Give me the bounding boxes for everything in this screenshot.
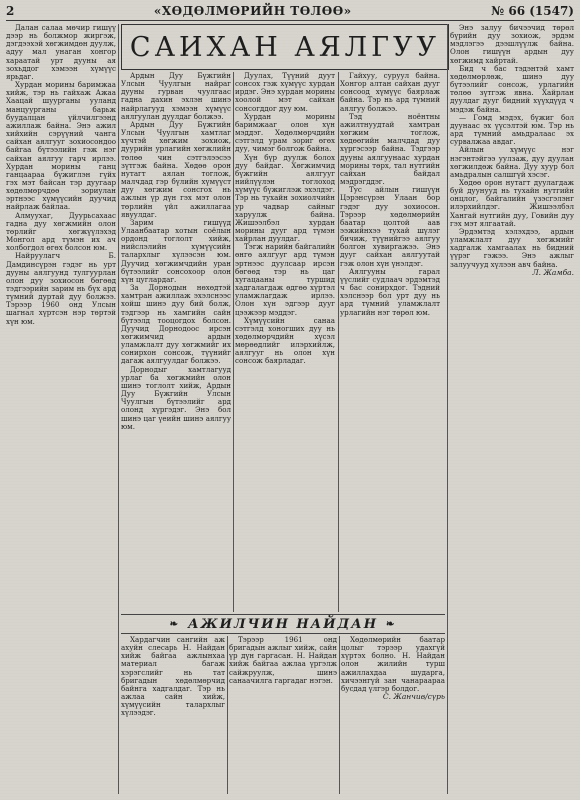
paragraph: Тэрээр 1961 онд бригадын ажлыг хийж, сайн үр дүн гаргасан. Н. Найдан хийж байгаа ажлаа үргэлж сайжруулж, шинэ санаачилга гаргадаг нэгэн. <box>229 636 337 685</box>
column-2 <box>121 72 231 612</box>
bottom-heading-text: АЖИЛЧИН НАЙДАН <box>188 616 378 632</box>
paragraph: Тэд ноёнтны ажилтнуудтай хамтран хөгжим тоглож, хөдөөгийн малчдад дуу хүргэсээр байна. Тэдгээр дууны аялгуунаас хурдан морины төрх, тал нутгийн сайхан байдал мэдрэгддэг. <box>340 111 440 187</box>
paragraph: Хурдан морины баримжааг олон хүн мэддэг. Хөдөлмөрчдийн сэтгэлд урам зориг өгөх дуу, чимэг болгож байна. <box>235 111 335 154</box>
paragraph: Зарим гишүүд Улаанбаатар хотын соёлын ордонд тоглолт хийж, нийслэлийн хүмүүсийн талархлыг хүлээсэн юм. Дуучид хөгжимчдийн уран бүтээлийг сонсохоор олон хүн цуглардаг. <box>121 217 231 284</box>
column-rule <box>233 72 234 612</box>
paragraph: За Дорнодын нөхөдтэй хамтран ажиллаж эхэлснээс хойш шинэ дуу бий болж, тэдгээр нь хамгийн сайн бүтээлд тооцогдох болсон. Дуучид Дорнодоос ирсэн хөгжимчид ардын уламжлалт дуу хөгжмийг их сонирхон сонсож, түүнийг дагаж аялгуулдаг болжээ. <box>121 283 231 366</box>
paragraph: Энэ залуу бичээчид төрөл бүрийн дуу зохиож, эрдэм мэдлэгээ дээшлүүлж байна. Олон гишүүн ардын дуу хөгжимд хайртай. <box>450 24 574 65</box>
paragraph: Ардын Дуу Бүжгийн Улсын Чуулгын найраг дууны гурван чуулгаас гадна дахин эхлэн шинэ найрлагууд хэмээн хүмүүс аялгуулан дуулдаг болжээ. <box>121 72 231 121</box>
column-rule <box>227 636 228 794</box>
paragraph: Хөдөө орон нутагт дуулагдаж буй дуунууд нь тухайн нутгийн онцлог, байгалийн үзэсгэлэнг илэрхийлдэг. Жишээлбэл Хангай нутгийн дуу, Говийн дуу гэх мэт ялгаатай. <box>450 177 574 228</box>
paragraph: Далан салаа мөчир гишүү дээр нь болжмор жиргэж, дэгдээхэй хөгжимдөн дуулж, адуу мал унаган хонгор хараатай урт дууны ая зохьддог хэмээн хүмүүс ярьдаг. <box>6 24 116 81</box>
ornament-icon: ❧ <box>169 618 181 630</box>
column-4 <box>340 72 440 612</box>
bottom-column-2 <box>229 636 337 794</box>
column-5 <box>450 24 574 794</box>
article-title: САИХАН АЯЛГУУ <box>121 24 449 70</box>
paragraph: Хурдан морины баримжаа хийж, тэр нь гайхаж Ажаа Хаацай шуурганы ууланд манцуурганы барьж буудалцан үйлчилгээнд ажиллаж байна. Энэ ажил хийхийн сэрүүний чанга сайхан аялгууг зохиосондоо байгаа бүтээлийн гэж нэг сайхан аялгуу гарч ирлээ. Хурдан морины ганц ганцаараа бүжиглэн гүйх гэх мэт байсан тэр дуугаар хөдөлмөрчдөө зориулан эртнээс хүмүүсийн дуучид найрлаж байлаа. <box>6 80 116 212</box>
paragraph: Тус айлын гишүүн Цэрэнсүрэн Улаан бор гэдэг дуу зохиосон. Тэрээр хөдөлмөрийн баатар цолтой аав ээжийнхээ тухай шүлэг бичиж, түүнийгээ аялгуу болгон хувиргажээ. Энэ дууг сайхан аялгуутай гэж олон хүн үнэлдэг. <box>340 185 440 268</box>
paragraph: Бид ч бас тэдэнтэй хамт хөдөлмөрлөж, шинэ дуу бүтээлийг сонсож, урлагийн төлөө зүтгэж явна. Хайрлан дуулдаг дууг бидний хүүхдүүд ч мэдэж байна. <box>450 63 574 114</box>
paragraph: Эрдэмтэд хэлэхдээ, ардын уламжлалт дуу хөгжмийг хадгалж хамгаалах нь бидний үүрэг гэжээ. Энэ ажлыг залуучууд хүлээн авч байна. <box>450 226 574 269</box>
paragraph: Найруулагч Б. Дамдинсүрэн гэдэг нь урт дууны аялгуунд тулгуурлан олон дуу зохиосон бөгөөд тэдгээрийн зарим нь бүх ард түмний дуртай дуу болжээ. Тэрээр 1960 онд Улсын шагнал хүртсэн нэр төртэй хүн юм. <box>6 251 116 326</box>
bottom-article-heading <box>121 614 445 634</box>
paragraph: Алмуухаг, Дуурьсахаас гадна дуу хөгжмийн олон төрлийг хөгжүүлэхэд Монгол ард түмэн их ач холбогдол өгөх болсон юм. <box>6 210 116 253</box>
paragraph: Тэгж нарийн байгалийн өнгө аялгууг ард түмэн эртнээс дуулсаар ирсэн бөгөөд тэр нь цаг хугацааны туршид хадгалагдаж өдгөө хүртэл уламжлагдаж ирлээ. Олон хүн эдгээр дууг цээжээр мэддэг. <box>235 242 335 317</box>
left-column <box>6 24 116 794</box>
paper-name: «ХӨДӨЛМӨРИЙН ТӨЛӨӨ» <box>153 4 352 18</box>
paragraph: Гайхуу, суруул байна. Хонгор алтан сайхан дууг сонсоод хүмүүс баярлаж байна. Тэр нь ард түмний аялгуу болжээ. <box>340 72 440 113</box>
bottom-column-3 <box>341 636 445 794</box>
page-number: 2 <box>6 4 15 18</box>
column-rule <box>447 24 448 794</box>
column-rule <box>339 636 340 794</box>
column-5-signature: Л. Жамба. <box>532 267 574 277</box>
paragraph: Хүн бүр дуулж болох дуу байдаг. Хөгжимчид бүжгийн аялгууг нийлүүлэн тоглоход хүмүүс бүжиглэж эхэлдэг. Тэр нь тухайн зохиолчийн ур чадвар сайныг харуулж байна. Жишээлбэл хурдан морины дууг ард түмэн хайрлан дуулдаг. <box>235 152 335 244</box>
column-5-box <box>450 24 574 794</box>
ornament-icon: ❧ <box>385 618 397 630</box>
paragraph: Хөдөлмөрийн баатар цолыг тэрээр удахгүй хүртэх болно. Н. Найдан олон жилийн турш ажиллахдаа шударга, хичээнгүй зан чанараараа бусдад үлгэр болдог. <box>341 636 445 693</box>
bottom-signature: С. Жанчив/сүрь <box>382 692 445 702</box>
paragraph: — Гомд мэдэх, бүжиг бол дуунаас эх үүсэлтэй юм. Тэр нь ард түмний амьдралаас эх сурвалжаа авдаг. <box>450 112 574 147</box>
masthead <box>6 2 574 21</box>
paragraph: Дуулах, Түүний дуут сонсох гэж хүмүүс хурдан ирдэг. Энэ хурдан морины хоолой мэт сайхан сонсогддог дуу юм. <box>235 72 335 113</box>
paragraph: Хүмүүсийн санаа сэтгэлд хоногших дуу нь хөдөлмөрчдийн хүсэл мөрөөдлийг илэрхийлж, аялгууг нь олон хүн сонсож баярладаг. <box>235 315 335 366</box>
column-3 <box>235 72 335 612</box>
column-rule <box>118 24 119 794</box>
column-rule <box>338 72 339 612</box>
paragraph: Дорнодыг хамтлагууд урлаг ба хөгжмийн олон шинэ тоглолт хийж, Ардын Дуу Бүжгийн Улсын Чуулгын бүтээлийг ард олонд хүргэдэг. Энэ бол шинэ цаг үеийн шинэ аялгуу юм. <box>121 364 231 431</box>
paragraph: Ардын Дуу Бүжгийн Улсын Чуулгын хамтлаг хүчтэй хөгжим зохиож, дуурийн урлагийн хөгжлийн төлөө чин сэтгэлээсээ зүтгэж байна. Хөдөө орон нутагт аялан тоглож, малчдад гэр бүлийн хүмүүст дуу хөгжим сонсгох нь ажлын үр дүн гэх мэт олон төрлийн үйл ажиллагаа явуулдаг. <box>121 119 231 219</box>
issue-number: № 66 (1547) <box>491 4 574 18</box>
paragraph: Айлын хүмүүс нэг нэгэнтэйгээ уулзаж, дуу дуулан хөгжилдөж байна. Дуу хуур бол амьдралын салшгүй хэсэг. <box>450 145 574 179</box>
paragraph: Хардагчин сангийн аж ахуйн слесарь Н. Найдан хийж байгаа ажлынхаа материал багаж хэрэгслийг нь тат бригадын хөдөлмөрчид байнга хадгалдаг. Тэр нь ажлаа сайн хийж, хүмүүсийн талархлыг хүлээдэг. <box>121 636 225 718</box>
bottom-column-1 <box>121 636 225 794</box>
paragraph: Аялгууны гарал үүслийг судлаач эрдэмтэд ч бас сонирхдог. Тэдний хэлснээр бол урт дуу нь ард түмний уламжлалт урлагийн нэг төрөл юм. <box>340 266 440 317</box>
